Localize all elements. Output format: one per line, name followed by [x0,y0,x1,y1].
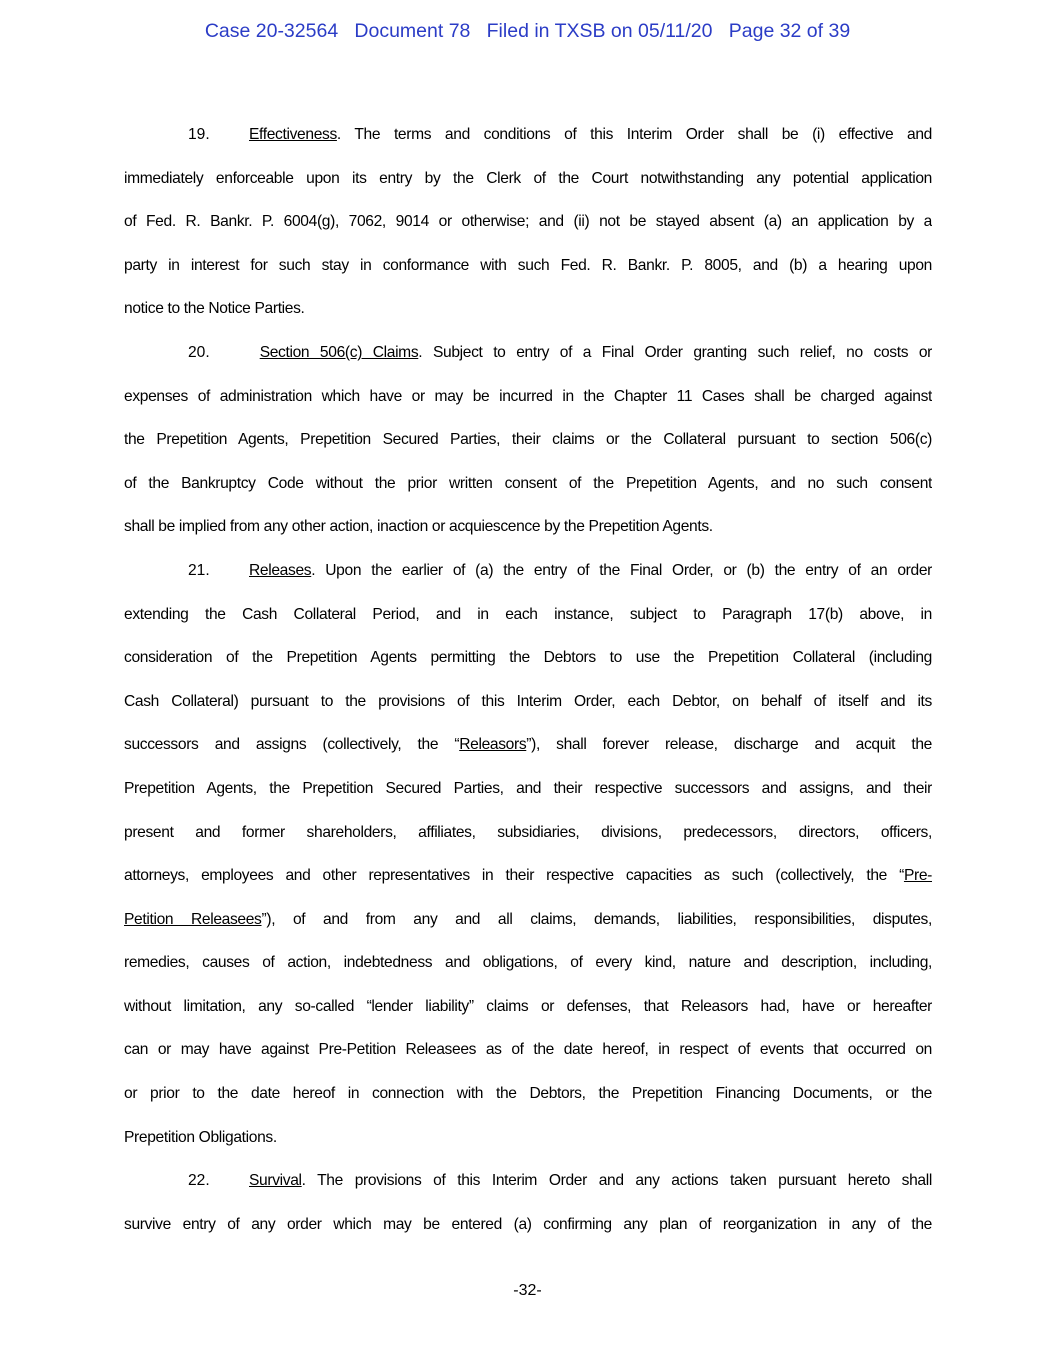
text-line [124,811,932,855]
text-segment [249,344,260,361]
underlined-term: Effectiveness [249,126,337,143]
text-segment: successors and assigns (collectively, the “ [124,736,460,754]
page-number: -32- [513,1282,542,1299]
text-segment: . Upon the earlier of (a) the entry of the Final Order, or (b) the entry of an order [311,561,932,579]
text-line [124,200,932,244]
text-line [124,462,932,506]
text-segment: party in interest for such stay in conformance with such Fed. R. Bankr. P. 8005, and (b) a hearing upon [124,256,932,274]
underlined-term: Releases [249,561,312,579]
text-line [124,1028,932,1072]
text-segment: of the Bankruptcy Code without the prior written consent of the Prepetition Agents, and no such consent [124,474,932,492]
paragraph-21 [124,549,932,1159]
text-segment: . The terms and conditions of this Interim Order shall be (i) effective and [336,126,932,143]
text-segment: Cash Collateral) pursuant to the provisions of this Interim Order, each Debtor, on behalf of itself and its [124,692,932,710]
text-segment: attorneys, employees and other representatives in their respective capacities as such (collectively, the “ [124,867,904,885]
text-segment: extending the Cash Collateral Period, and in each instance, subject to Paragraph 17(b) above, in [124,605,932,623]
paragraph-number: 21. [188,561,210,579]
text-segment: the Prepetition Agents, Prepetition Secured Parties, their claims or the Collateral pursuant to section 506(c) [124,431,932,449]
text-segment: notice to the Notice Parties. [124,300,305,318]
paragraph-19 [124,113,932,331]
text-segment: without limitation, any so-called “lender liability” claims or defenses, that Releasors had, have or hereafter [124,997,932,1015]
text-line [124,941,932,985]
text-line [124,723,932,767]
text-segment: immediately enforceable upon its entry by the Clerk of the Court notwithstanding any potential application [124,169,932,187]
text-segment: . Subject to entry of a Final Order granting such relief, no costs or [418,343,932,361]
text-segment: Prepetition Obligations. [124,1128,277,1146]
text-line [124,331,932,375]
text-segment: ”), of and from any and all claims, demands, liabilities, responsibilities, disputes, [261,910,932,928]
text-line [124,636,932,680]
text-line [124,767,932,811]
text-line [124,1072,932,1116]
paragraph-number: 20. [188,343,210,361]
text-line [124,985,932,1029]
text-segment: of Fed. R. Bankr. P. 6004(g), 7062, 9014 or otherwise; and (ii) not be stayed absent (a) an application by a [124,213,932,231]
text-segment: Prepetition Agents, the Prepetition Secured Parties, and their respective successors and assigns, and their [124,779,932,797]
text-segment: consideration of the Prepetition Agents permitting the Debtors to use the Prepetition Collateral (including [124,649,932,667]
paragraph-20 [124,331,932,549]
text-line [124,418,932,462]
text-segment: shall be implied from any other action, inaction or acquiescence by the Prepetition Agents. [124,518,713,536]
underlined-term: Releasors [459,736,527,754]
text-line [124,375,932,419]
text-line [124,113,932,157]
paragraph-number: 19. [188,126,210,143]
text-line [124,854,932,898]
text-segment: . The provisions of this Interim Order and any actions taken pursuant hereto shall [301,1172,932,1190]
underlined-term: Pre- [903,867,932,885]
text-segment: or prior to the date hereof in connection with the Debtors, the Prepetition Financing Documents, or the [124,1085,932,1103]
text-segment: survive entry of any order which may be entered (a) confirming any plan of reorganization in any of the [124,1215,932,1233]
text-line [124,287,932,331]
text-line [124,898,932,942]
underlined-term: Petition Releasees [124,910,262,928]
text-line [124,593,932,637]
text-segment: expenses of administration which have or may be incurred in the Chapter 11 Cases shall be charged against [124,387,932,405]
text-line [124,244,932,288]
text-line [124,505,932,549]
text-line [124,1159,932,1203]
court-filing-header: Case 20-32564 Document 78 Filed in TXSB on 05/11/20 Page 32 of 39 [204,20,851,42]
text-segment: present and former shareholders, affiliates, subsidiaries, divisions, predecessors, directors, officers, [124,823,932,841]
text-segment: can or may have against Pre-Petition Releasees as of the date hereof, in respect of events that occurred on [124,1041,932,1059]
paragraph-number: 22. [188,1172,210,1190]
text-line [124,157,932,201]
text-line [124,680,932,724]
text-line [124,1116,932,1160]
underlined-term: Section 506(c) Claims [259,343,419,361]
underlined-term: Survival [249,1172,302,1190]
text-line [124,549,932,593]
text-segment: ”), shall forever release, discharge and acquit the [526,736,932,754]
paragraph-22 [124,1159,932,1246]
document-body [124,113,932,1246]
text-line [124,1203,932,1247]
text-segment: remedies, causes of action, indebtedness and obligations, of every kind, nature and description, including, [124,954,932,972]
